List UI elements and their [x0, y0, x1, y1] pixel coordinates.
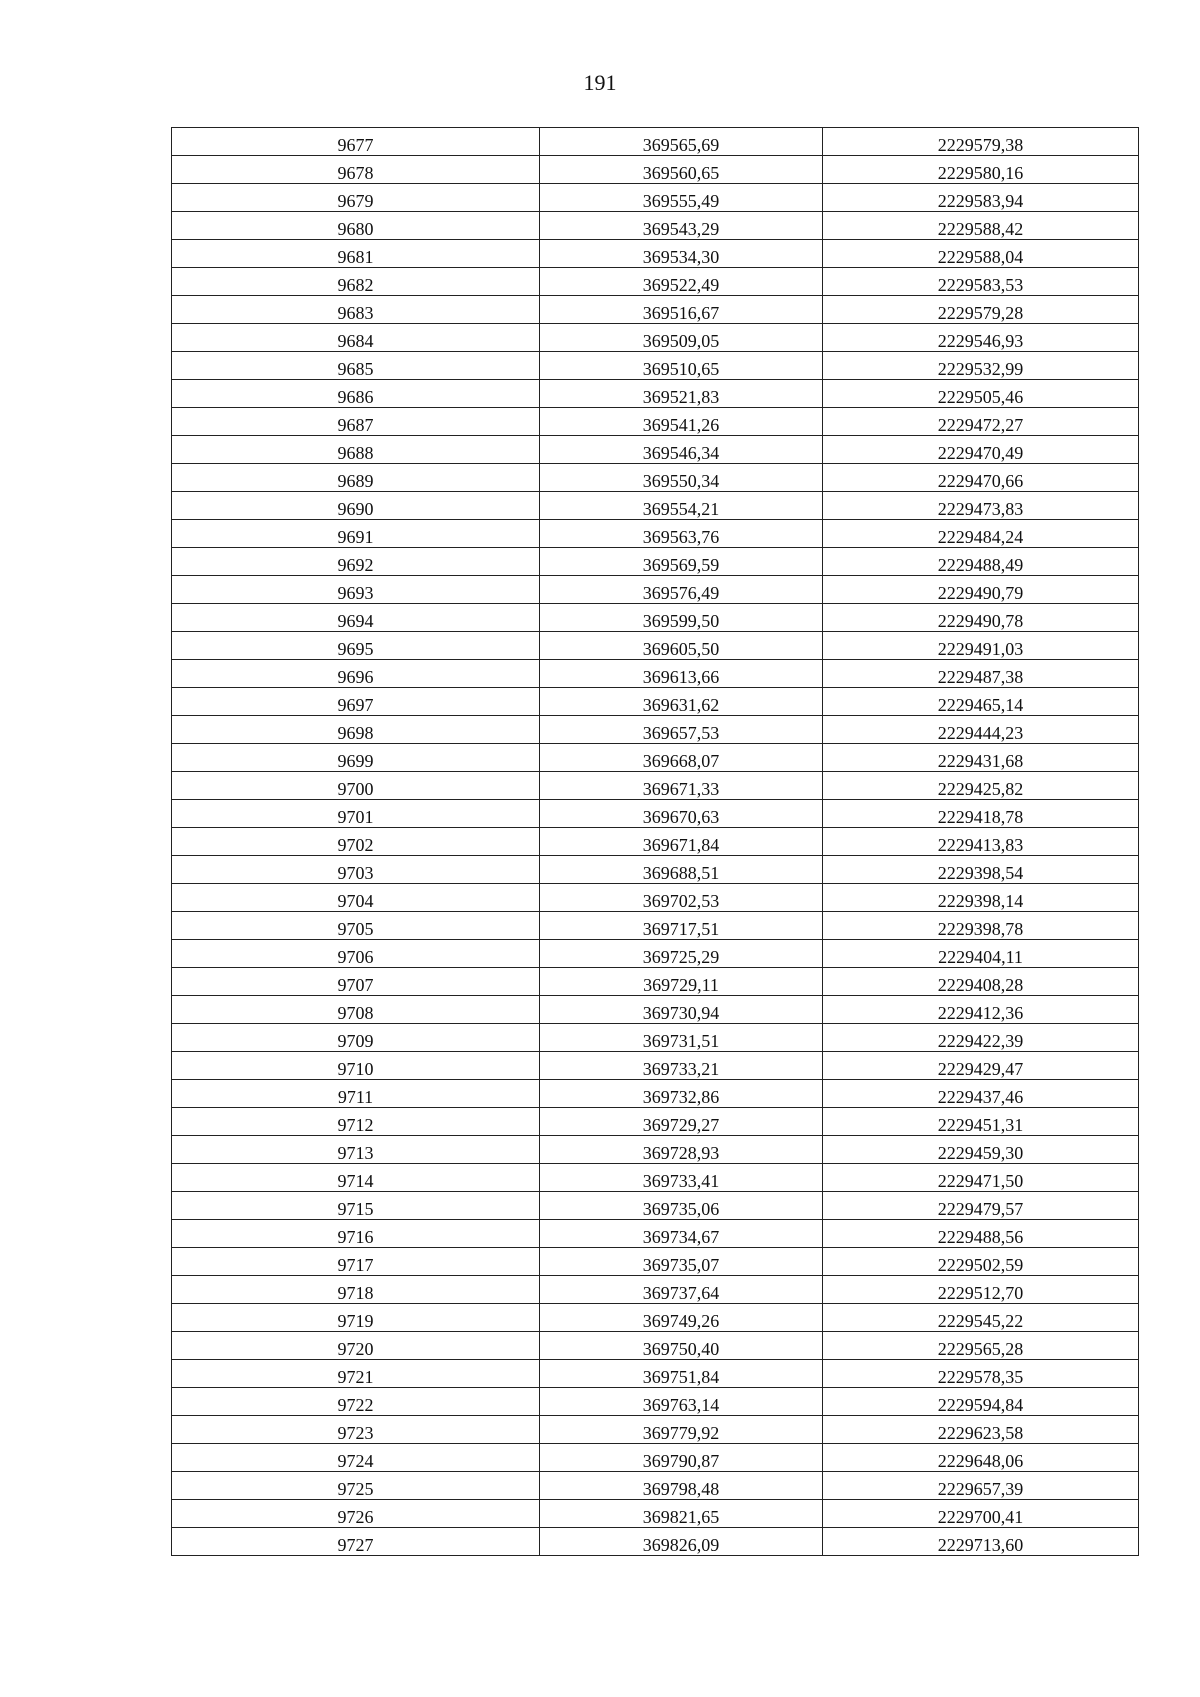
table-row: [172, 828, 1139, 856]
coordinates-table-body: [172, 128, 1139, 1556]
x-coordinate-cell: 369599,50: [540, 604, 823, 632]
table-row: [172, 884, 1139, 912]
y-coordinate-cell: 2229398,14: [823, 884, 1139, 912]
x-coordinate-cell: 369751,84: [540, 1360, 823, 1388]
y-coordinate-cell: 2229657,39: [823, 1472, 1139, 1500]
y-coordinate-cell: 2229583,53: [823, 268, 1139, 296]
x-coordinate-cell: 369554,21: [540, 492, 823, 520]
table-row: [172, 1248, 1139, 1276]
y-coordinate-cell: 2229579,38: [823, 128, 1139, 156]
x-coordinate-cell: 369733,21: [540, 1052, 823, 1080]
x-coordinate-cell: 369790,87: [540, 1444, 823, 1472]
x-coordinate-cell: 369510,65: [540, 352, 823, 380]
x-coordinate-cell: 369670,63: [540, 800, 823, 828]
point-number-cell: 9727: [172, 1528, 540, 1556]
x-coordinate-cell: 369613,66: [540, 660, 823, 688]
table-row: [172, 352, 1139, 380]
table-row: [172, 1528, 1139, 1556]
point-number-cell: 9685: [172, 352, 540, 380]
point-number-cell: 9694: [172, 604, 540, 632]
point-number-cell: 9721: [172, 1360, 540, 1388]
point-number-cell: 9691: [172, 520, 540, 548]
y-coordinate-cell: 2229429,47: [823, 1052, 1139, 1080]
page-number: 191: [583, 70, 617, 95]
x-coordinate-cell: 369733,41: [540, 1164, 823, 1192]
y-coordinate-cell: 2229418,78: [823, 800, 1139, 828]
point-number-cell: 9692: [172, 548, 540, 576]
y-coordinate-cell: 2229444,23: [823, 716, 1139, 744]
point-number-cell: 9696: [172, 660, 540, 688]
x-coordinate-cell: 369735,07: [540, 1248, 823, 1276]
table-row: [172, 212, 1139, 240]
y-coordinate-cell: 2229473,83: [823, 492, 1139, 520]
x-coordinate-cell: 369560,65: [540, 156, 823, 184]
point-number-cell: 9705: [172, 912, 540, 940]
y-coordinate-cell: 2229505,46: [823, 380, 1139, 408]
table-row: [172, 380, 1139, 408]
point-number-cell: 9710: [172, 1052, 540, 1080]
point-number-cell: 9697: [172, 688, 540, 716]
point-number-cell: 9726: [172, 1500, 540, 1528]
point-number-cell: 9703: [172, 856, 540, 884]
y-coordinate-cell: 2229398,54: [823, 856, 1139, 884]
point-number-cell: 9724: [172, 1444, 540, 1472]
y-coordinate-cell: 2229465,14: [823, 688, 1139, 716]
point-number-cell: 9716: [172, 1220, 540, 1248]
x-coordinate-cell: 369521,83: [540, 380, 823, 408]
table-row: [172, 128, 1139, 156]
point-number-cell: 9706: [172, 940, 540, 968]
y-coordinate-cell: 2229532,99: [823, 352, 1139, 380]
table-row: [172, 436, 1139, 464]
x-coordinate-cell: 369631,62: [540, 688, 823, 716]
x-coordinate-cell: 369509,05: [540, 324, 823, 352]
x-coordinate-cell: 369729,11: [540, 968, 823, 996]
table-row: [172, 772, 1139, 800]
table-row: [172, 1472, 1139, 1500]
x-coordinate-cell: 369534,30: [540, 240, 823, 268]
point-number-cell: 9677: [172, 128, 540, 156]
x-coordinate-cell: 369563,76: [540, 520, 823, 548]
x-coordinate-cell: 369668,07: [540, 744, 823, 772]
point-number-cell: 9701: [172, 800, 540, 828]
x-coordinate-cell: 369779,92: [540, 1416, 823, 1444]
x-coordinate-cell: 369541,26: [540, 408, 823, 436]
y-coordinate-cell: 2229578,35: [823, 1360, 1139, 1388]
point-number-cell: 9711: [172, 1080, 540, 1108]
x-coordinate-cell: 369763,14: [540, 1388, 823, 1416]
y-coordinate-cell: 2229437,46: [823, 1080, 1139, 1108]
table-row: [172, 492, 1139, 520]
point-number-cell: 9702: [172, 828, 540, 856]
table-row: [172, 156, 1139, 184]
table-row: [172, 968, 1139, 996]
table-row: [172, 660, 1139, 688]
point-number-cell: 9723: [172, 1416, 540, 1444]
table-row: [172, 604, 1139, 632]
x-coordinate-cell: 369729,27: [540, 1108, 823, 1136]
y-coordinate-cell: 2229580,16: [823, 156, 1139, 184]
y-coordinate-cell: 2229488,56: [823, 1220, 1139, 1248]
y-coordinate-cell: 2229700,41: [823, 1500, 1139, 1528]
x-coordinate-cell: 369569,59: [540, 548, 823, 576]
table-row: [172, 1220, 1139, 1248]
point-number-cell: 9680: [172, 212, 540, 240]
point-number-cell: 9707: [172, 968, 540, 996]
point-number-cell: 9698: [172, 716, 540, 744]
table-row: [172, 548, 1139, 576]
y-coordinate-cell: 2229425,82: [823, 772, 1139, 800]
table-row: [172, 240, 1139, 268]
y-coordinate-cell: 2229470,49: [823, 436, 1139, 464]
table-row: [172, 1444, 1139, 1472]
table-row: [172, 1136, 1139, 1164]
y-coordinate-cell: 2229471,50: [823, 1164, 1139, 1192]
point-number-cell: 9693: [172, 576, 540, 604]
x-coordinate-cell: 369731,51: [540, 1024, 823, 1052]
x-coordinate-cell: 369657,53: [540, 716, 823, 744]
table-row: [172, 1108, 1139, 1136]
point-number-cell: 9689: [172, 464, 540, 492]
y-coordinate-cell: 2229512,70: [823, 1276, 1139, 1304]
coordinates-table: [171, 127, 1139, 1556]
x-coordinate-cell: 369717,51: [540, 912, 823, 940]
x-coordinate-cell: 369555,49: [540, 184, 823, 212]
y-coordinate-cell: 2229404,11: [823, 940, 1139, 968]
table-row: [172, 940, 1139, 968]
y-coordinate-cell: 2229579,28: [823, 296, 1139, 324]
y-coordinate-cell: 2229487,38: [823, 660, 1139, 688]
x-coordinate-cell: 369546,34: [540, 436, 823, 464]
x-coordinate-cell: 369750,40: [540, 1332, 823, 1360]
point-number-cell: 9712: [172, 1108, 540, 1136]
table-row: [172, 464, 1139, 492]
y-coordinate-cell: 2229565,28: [823, 1332, 1139, 1360]
table-row: [172, 1416, 1139, 1444]
table-row: [172, 576, 1139, 604]
table-row: [172, 996, 1139, 1024]
point-number-cell: 9718: [172, 1276, 540, 1304]
table-row: [172, 1164, 1139, 1192]
y-coordinate-cell: 2229459,30: [823, 1136, 1139, 1164]
table-row: [172, 1500, 1139, 1528]
point-number-cell: 9704: [172, 884, 540, 912]
table-row: [172, 296, 1139, 324]
table-row: [172, 800, 1139, 828]
x-coordinate-cell: 369826,09: [540, 1528, 823, 1556]
table-row: [172, 408, 1139, 436]
y-coordinate-cell: 2229488,49: [823, 548, 1139, 576]
point-number-cell: 9678: [172, 156, 540, 184]
point-number-cell: 9717: [172, 1248, 540, 1276]
table-row: [172, 744, 1139, 772]
table-row: [172, 912, 1139, 940]
x-coordinate-cell: 369821,65: [540, 1500, 823, 1528]
x-coordinate-cell: 369576,49: [540, 576, 823, 604]
point-number-cell: 9682: [172, 268, 540, 296]
y-coordinate-cell: 2229546,93: [823, 324, 1139, 352]
y-coordinate-cell: 2229431,68: [823, 744, 1139, 772]
table-row: [172, 1192, 1139, 1220]
table-row: [172, 520, 1139, 548]
x-coordinate-cell: 369728,93: [540, 1136, 823, 1164]
table-row: [172, 1024, 1139, 1052]
y-coordinate-cell: 2229502,59: [823, 1248, 1139, 1276]
table-row: [172, 184, 1139, 212]
y-coordinate-cell: 2229545,22: [823, 1304, 1139, 1332]
table-row: [172, 1304, 1139, 1332]
y-coordinate-cell: 2229648,06: [823, 1444, 1139, 1472]
x-coordinate-cell: 369688,51: [540, 856, 823, 884]
point-number-cell: 9687: [172, 408, 540, 436]
y-coordinate-cell: 2229594,84: [823, 1388, 1139, 1416]
x-coordinate-cell: 369737,64: [540, 1276, 823, 1304]
point-number-cell: 9683: [172, 296, 540, 324]
x-coordinate-cell: 369749,26: [540, 1304, 823, 1332]
point-number-cell: 9679: [172, 184, 540, 212]
y-coordinate-cell: 2229588,42: [823, 212, 1139, 240]
point-number-cell: 9695: [172, 632, 540, 660]
x-coordinate-cell: 369671,84: [540, 828, 823, 856]
table-row: [172, 632, 1139, 660]
y-coordinate-cell: 2229422,39: [823, 1024, 1139, 1052]
x-coordinate-cell: 369522,49: [540, 268, 823, 296]
y-coordinate-cell: 2229623,58: [823, 1416, 1139, 1444]
point-number-cell: 9688: [172, 436, 540, 464]
y-coordinate-cell: 2229484,24: [823, 520, 1139, 548]
y-coordinate-cell: 2229413,83: [823, 828, 1139, 856]
y-coordinate-cell: 2229479,57: [823, 1192, 1139, 1220]
table-row: [172, 268, 1139, 296]
x-coordinate-cell: 369702,53: [540, 884, 823, 912]
point-number-cell: 9713: [172, 1136, 540, 1164]
y-coordinate-cell: 2229588,04: [823, 240, 1139, 268]
point-number-cell: 9690: [172, 492, 540, 520]
point-number-cell: 9684: [172, 324, 540, 352]
x-coordinate-cell: 369516,67: [540, 296, 823, 324]
y-coordinate-cell: 2229470,66: [823, 464, 1139, 492]
table-row: [172, 688, 1139, 716]
point-number-cell: 9699: [172, 744, 540, 772]
y-coordinate-cell: 2229490,79: [823, 576, 1139, 604]
point-number-cell: 9708: [172, 996, 540, 1024]
y-coordinate-cell: 2229491,03: [823, 632, 1139, 660]
table-row: [172, 1388, 1139, 1416]
x-coordinate-cell: 369725,29: [540, 940, 823, 968]
y-coordinate-cell: 2229408,28: [823, 968, 1139, 996]
point-number-cell: 9722: [172, 1388, 540, 1416]
table-row: [172, 1360, 1139, 1388]
x-coordinate-cell: 369732,86: [540, 1080, 823, 1108]
table-row: [172, 324, 1139, 352]
table-row: [172, 1332, 1139, 1360]
x-coordinate-cell: 369550,34: [540, 464, 823, 492]
point-number-cell: 9709: [172, 1024, 540, 1052]
x-coordinate-cell: 369730,94: [540, 996, 823, 1024]
x-coordinate-cell: 369734,67: [540, 1220, 823, 1248]
x-coordinate-cell: 369735,06: [540, 1192, 823, 1220]
point-number-cell: 9719: [172, 1304, 540, 1332]
table-row: [172, 1080, 1139, 1108]
table-row: [172, 1052, 1139, 1080]
table-row: [172, 1276, 1139, 1304]
point-number-cell: 9725: [172, 1472, 540, 1500]
point-number-cell: 9714: [172, 1164, 540, 1192]
point-number-cell: 9686: [172, 380, 540, 408]
x-coordinate-cell: 369543,29: [540, 212, 823, 240]
x-coordinate-cell: 369605,50: [540, 632, 823, 660]
x-coordinate-cell: 369671,33: [540, 772, 823, 800]
y-coordinate-cell: 2229398,78: [823, 912, 1139, 940]
y-coordinate-cell: 2229490,78: [823, 604, 1139, 632]
point-number-cell: 9720: [172, 1332, 540, 1360]
y-coordinate-cell: 2229583,94: [823, 184, 1139, 212]
table-row: [172, 856, 1139, 884]
x-coordinate-cell: 369798,48: [540, 1472, 823, 1500]
y-coordinate-cell: 2229472,27: [823, 408, 1139, 436]
y-coordinate-cell: 2229412,36: [823, 996, 1139, 1024]
point-number-cell: 9715: [172, 1192, 540, 1220]
y-coordinate-cell: 2229451,31: [823, 1108, 1139, 1136]
x-coordinate-cell: 369565,69: [540, 128, 823, 156]
y-coordinate-cell: 2229713,60: [823, 1528, 1139, 1556]
table-row: [172, 716, 1139, 744]
point-number-cell: 9681: [172, 240, 540, 268]
point-number-cell: 9700: [172, 772, 540, 800]
